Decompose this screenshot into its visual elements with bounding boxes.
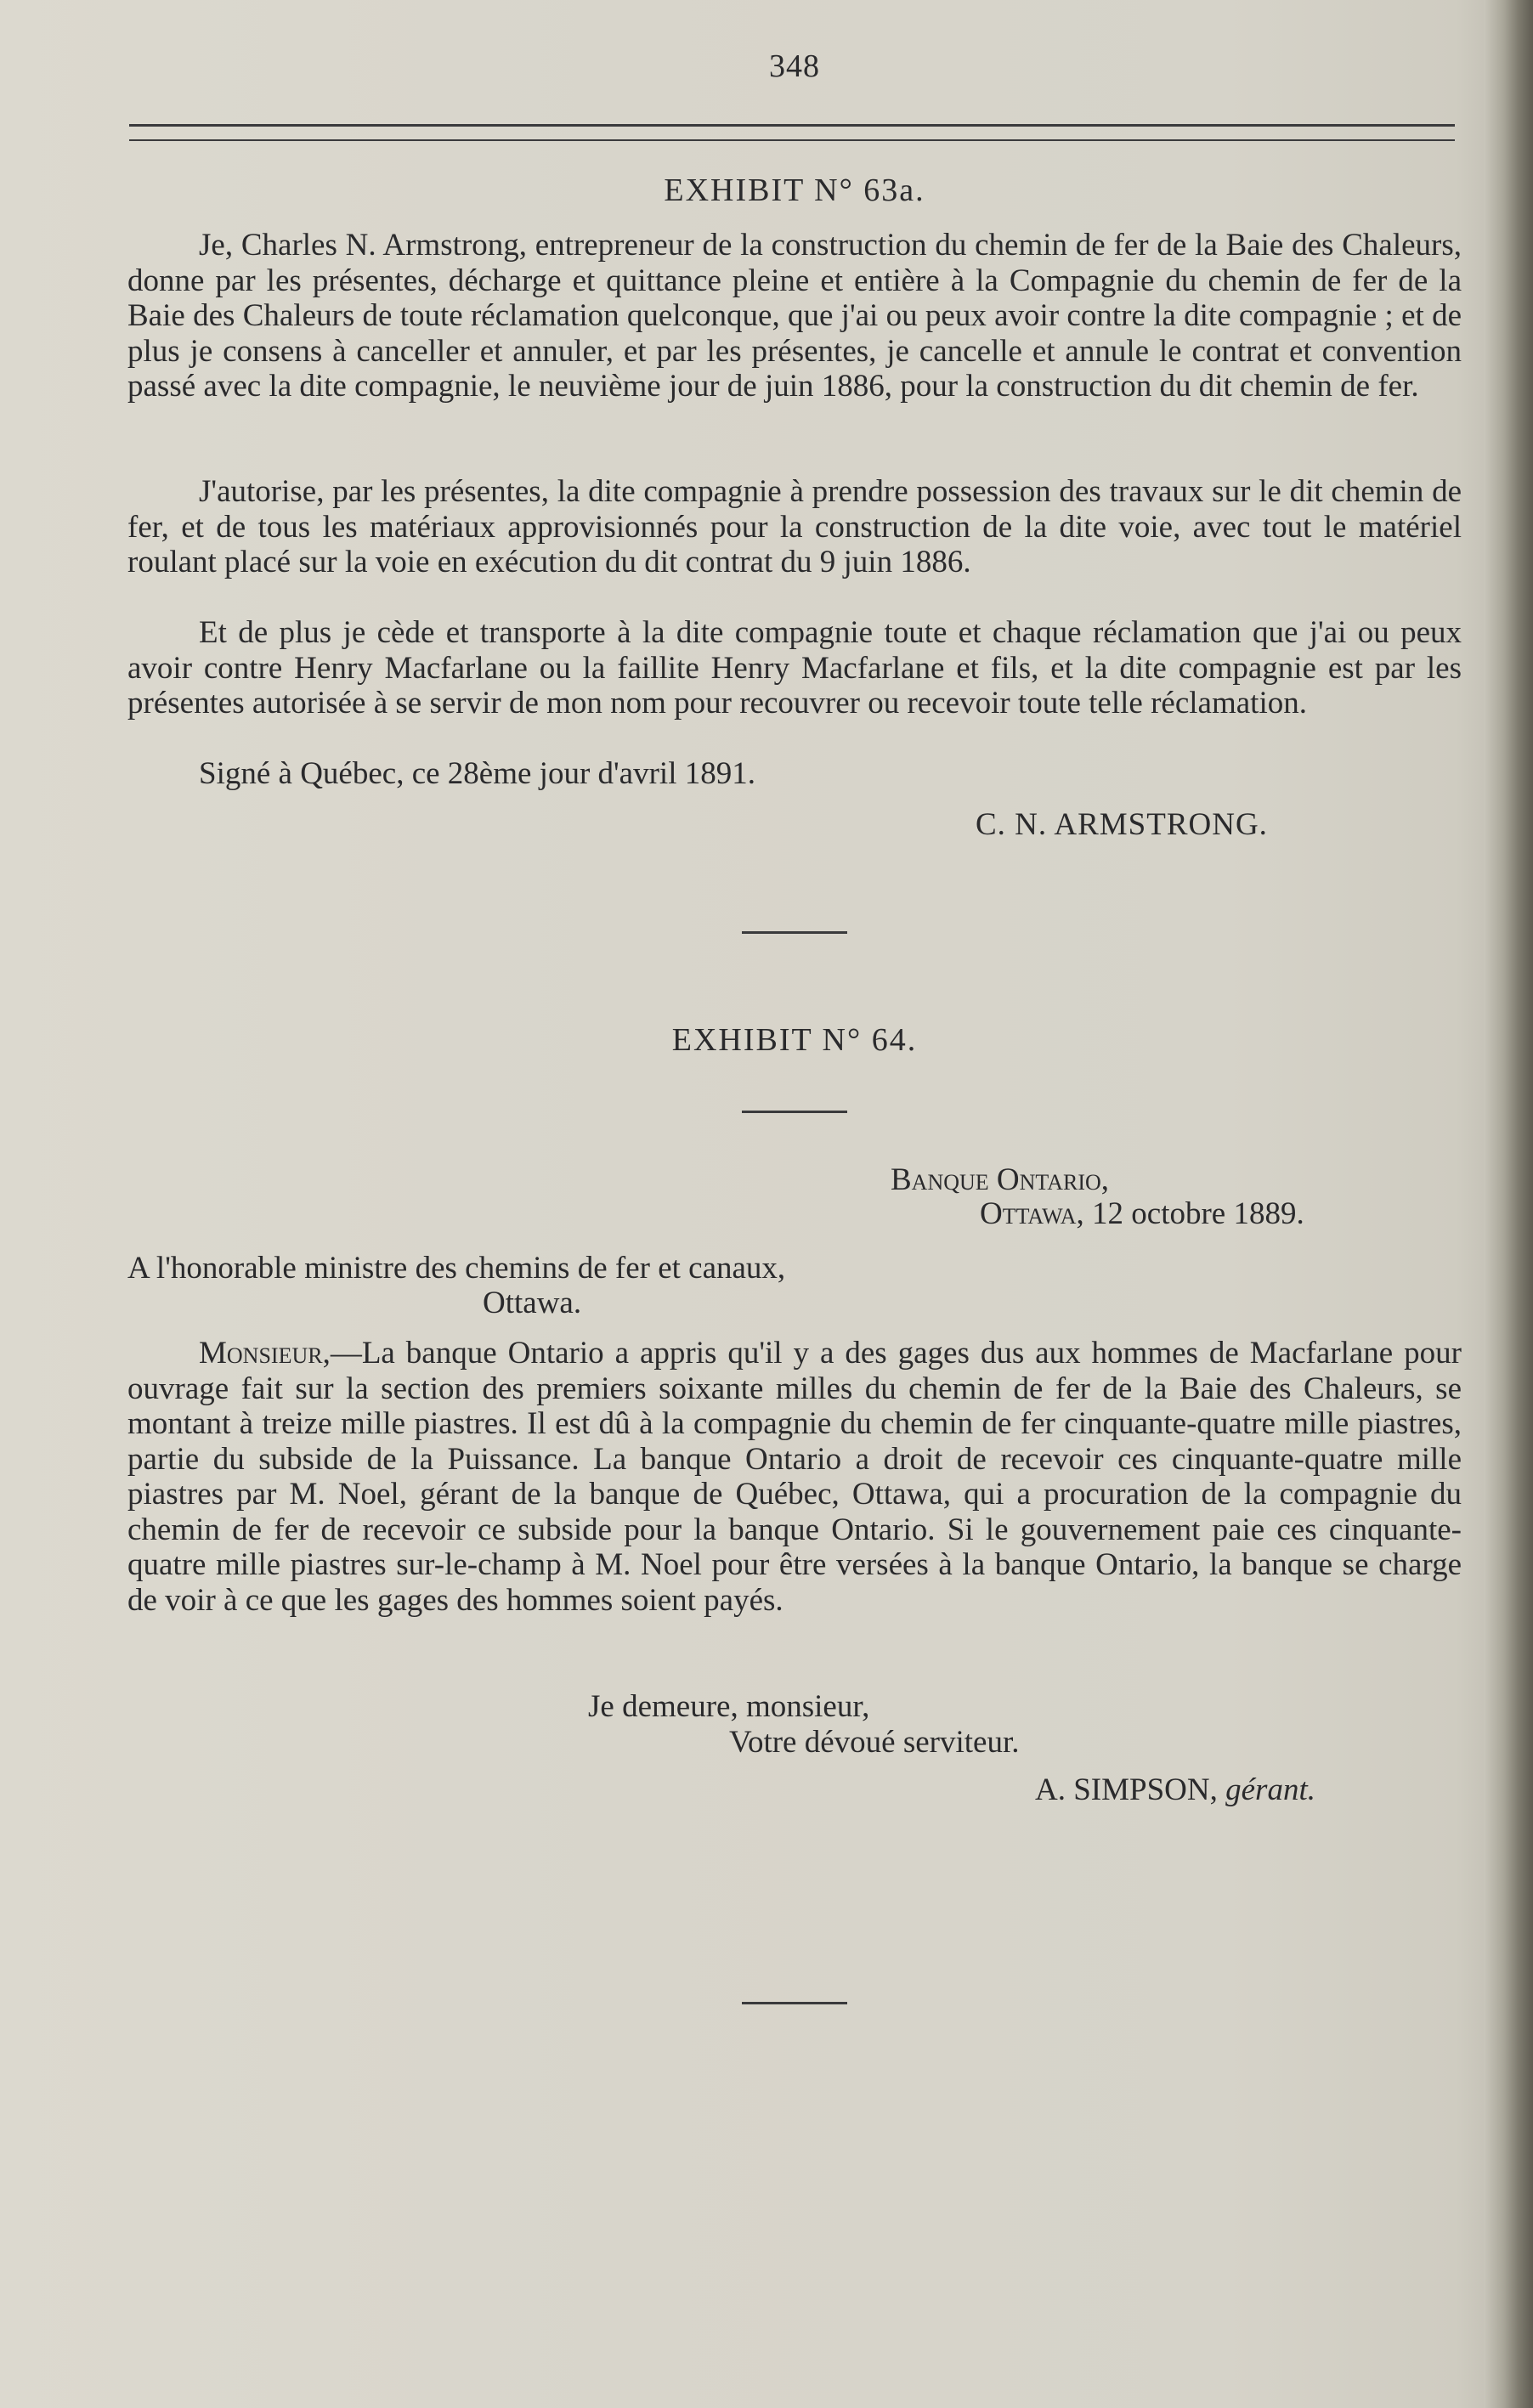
exhibit-63a-signature: C. N. ARMSTRONG.	[976, 807, 1268, 842]
letter-closing-1: Je demeure, monsieur,	[588, 1689, 870, 1724]
exhibit-63a-heading: EXHIBIT N° 63a.	[664, 172, 925, 208]
letter-signature	[1035, 1772, 1315, 1808]
header-rule-thick	[129, 124, 1455, 127]
letter-body-text: —La banque Ontario a appris qu'il y a des gages dus aux hommes de Macfarlane pour ouvrage fait sur la section des premiers soixante milles du chemin de fer de la Baie des Chaleurs, se montant à treize mille piastres. Il est dû à la compagnie du chemin de fer cinquante-quatre mille piastres, partie du subside de la Puissance. La banque Ontario a droit de recevoir ces cinquante-quatre mille piastres par M. Noel, gérant de la banque de Québec, Ottawa, qui a procuration de la compagnie du chemin de fer de recevoir ce subside pour la banque Ontario. Si le gouvernement paie ces cinquante-quatre mille piastres sur-le-champ à M. Noel pour être versées à la banque Ontario, la banque se charge de voir à ce que les gages des hommes soient payés.	[127, 1336, 1462, 1618]
letter-place: Ottawa,	[980, 1196, 1084, 1231]
exhibit-63a-paragraph-4: Signé à Québec, ce 28ème jour d'avril 1891.	[199, 756, 755, 791]
section-divider-2	[742, 1111, 847, 1113]
letter-signature-title: gérant.	[1225, 1772, 1315, 1807]
page-binding-edge	[1484, 0, 1533, 2408]
page-number: 348	[769, 48, 820, 84]
letter-closing-2: Votre dévoué serviteur.	[729, 1725, 1020, 1760]
letter-body	[127, 1336, 1462, 1618]
letter-salutation: Monsieur,	[199, 1336, 331, 1371]
letter-place-date	[980, 1196, 1304, 1232]
exhibit-63a-paragraph-3: Et de plus je cède et transporte à la dite compagnie toute et chaque réclamation que j'ai ou peux avoir contre Henry Macfarlane ou la faillite Henry Macfarlane et fils, et la dite compagnie est par les présentes autorisée à se servir de mon nom pour recouvrer ou recevoir toute telle réclamation.	[127, 615, 1462, 721]
letter-signature-name: A. SIMPSON,	[1035, 1772, 1218, 1807]
letter-date: 12 octobre 1889.	[1092, 1196, 1304, 1231]
section-divider-1	[742, 931, 847, 934]
section-divider-3	[742, 2002, 847, 2004]
letter-bank-name: Banque Ontario,	[891, 1162, 1110, 1197]
letter-address-line-2: Ottawa.	[483, 1286, 582, 1320]
header-rule-thin	[129, 139, 1455, 141]
exhibit-63a-paragraph-1: Je, Charles N. Armstrong, entrepreneur de la construction du chemin de fer de la Baie des Chaleurs, donne par les présentes, décharge et quittance pleine et entière à la Compagnie du chemin de fer de la Baie des Chaleurs de toute réclamation quelconque, que j'ai ou peux avoir contre la dite compagnie ; et de plus je consens à canceller et annuler, et par les présentes, je cancelle et annule le contrat et convention passé avec la dite compagnie, le neuvième jour de juin 1886, pour la construction du dit chemin de fer.	[127, 228, 1462, 404]
letter-address-line-1: A l'honorable ministre des chemins de fer et canaux,	[127, 1251, 786, 1286]
exhibit-63a-paragraph-2: J'autorise, par les présentes, la dite compagnie à prendre possession des travaux sur le dit chemin de fer, et de tous les matériaux approvisionnés pour la construction de la dite voie, avec tout le matériel roulant placé sur la voie en exécution du dit contrat du 9 juin 1886.	[127, 474, 1462, 579]
exhibit-64-heading: EXHIBIT N° 64.	[671, 1022, 918, 1058]
